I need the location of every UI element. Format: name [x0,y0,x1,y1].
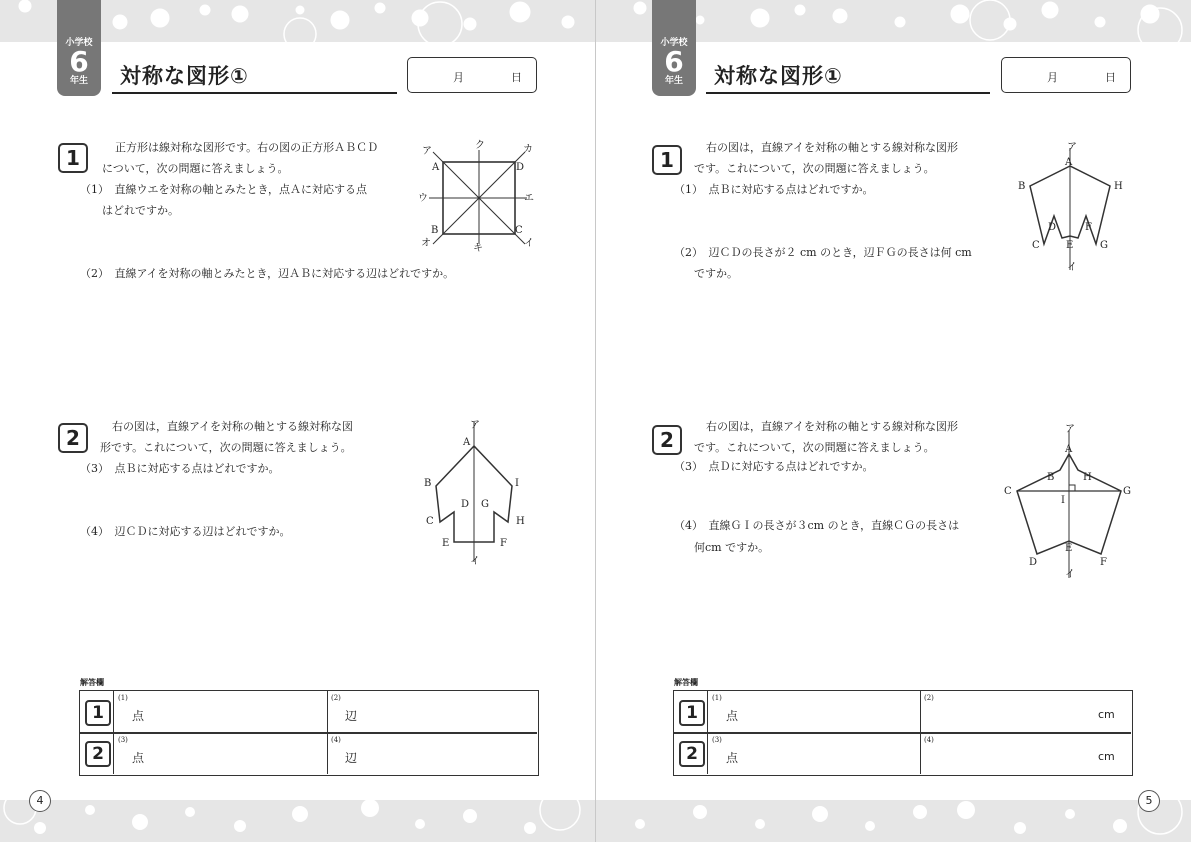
label-ki: キ [473,243,483,253]
answer-prefix: 辺 [345,751,358,765]
q1-intro-line1: 右の図は，直線アイを対称の軸とする線対称な図形 [706,141,959,154]
answer-number-1: 1 [679,700,705,726]
q2-part4: （4） 辺ＣＤに対応する辺はどれですか。 [80,525,291,538]
vertex-E: E [1066,240,1074,251]
q2-part4-line2: 何cm ですか。 [694,541,770,554]
vertex-E: E [442,538,450,549]
question-number-1: 1 [652,145,682,175]
q1-part1: （1） 点Ｂに対応する点はどれですか。 [674,183,874,196]
page-title: 対称な図形① [714,64,843,88]
left-page [0,0,595,842]
answer-cell-label: (1) [712,694,722,702]
title-underline [112,92,397,94]
grade-top-label: 小学校 [65,38,93,48]
q1-part2-line1: （2） 辺ＣＤの長さが２ cm のとき，辺ＦＧの長さは何 cm [674,246,972,259]
vertex-A: A [1065,444,1073,455]
label-a: ア [1065,424,1075,435]
label-a: ア [470,420,480,431]
grade-tab [57,0,101,96]
label-a: ア [1067,142,1077,153]
title-underline [706,92,990,94]
q2-part3: （3） 点Ｂに対応する点はどれですか。 [80,462,280,475]
answer-prefix: 点 [726,709,739,723]
vertex-I: I [1061,495,1065,506]
answer-cell-label: (1) [118,694,128,702]
answer-table [673,690,1133,776]
vertex-C: C [1032,240,1040,251]
grade-bottom-label: 年生 [69,76,88,86]
label-e: エ [524,193,534,204]
vertex-G: G [1123,486,1131,497]
label-i: イ [470,556,480,567]
arrow-figure [418,418,530,568]
q2-part3: （3） 点Ｄに対応する点はどれですか。 [674,460,874,473]
vertex-B: B [1018,181,1026,192]
label-ku: ク [475,140,485,151]
vertex-H: H [516,516,525,527]
answer-cell-label: (2) [331,694,341,702]
q1-part1-line2: はどれですか。 [102,204,179,217]
answer-prefix: 点 [132,709,145,723]
day-label: 日 [511,71,522,84]
vertex-F: F [500,538,507,549]
date-box[interactable] [1001,57,1131,93]
q1-intro-line1: 正方形は線対称な図形です。右の図の正方形ＡＢＣＤ [115,141,379,154]
answer-prefix: 辺 [345,709,358,723]
vertex-C: C [515,225,523,236]
answer-number-1: 1 [85,700,111,726]
grade-top-label: 小学校 [660,38,688,48]
answer-unit: cm [1098,750,1115,763]
vertex-D: D [516,162,525,173]
vertex-C: C [1004,486,1012,497]
grade-number: 6 [664,45,684,78]
page-number: 5 [1138,790,1160,812]
vertex-A: A [1065,157,1073,168]
answer-row-2 [674,733,1131,775]
vertex-A: A [432,162,440,173]
crown-figure [1016,140,1136,275]
label-i: イ [1067,262,1077,273]
answer-cell-label: (3) [712,736,722,744]
vertex-A: A [463,437,471,448]
label-u: ウ [418,193,428,204]
grade-number: 6 [69,45,89,78]
month-label: 月 [1047,71,1058,84]
vertex-D: D [1048,222,1057,233]
question-number-2: 2 [58,423,88,453]
answer-row-1 [80,691,537,733]
grade-bottom-label: 年生 [664,76,683,86]
vertex-H: H [1083,472,1092,483]
question-number-2: 2 [652,425,682,455]
answer-cell-label: (4) [331,736,341,744]
q1-intro-line2: について，次の問題に答えましょう。 [102,162,289,175]
vertex-D: D [1029,557,1038,568]
q1-intro-line2: です。これについて，次の問題に答えましょう。 [694,162,935,175]
answer-cell-label: (2) [924,694,934,702]
label-o: オ [421,238,431,249]
vertex-E: E [1065,543,1073,554]
star-figure [1001,420,1146,585]
grade-tab [652,0,696,96]
month-label: 月 [453,71,464,84]
q2-intro-line1: 右の図は，直線アイを対称の軸とする線対称な図 [112,420,354,433]
q2-part4-line1: （4） 直線ＧＩの長さが３cm のとき，直線ＣＧの長さは [674,519,960,532]
vertex-G: G [1100,240,1108,251]
vertex-C: C [426,516,434,527]
vertex-B: B [431,225,439,236]
answer-label: 解答欄 [674,678,698,687]
answer-unit: cm [1098,708,1115,721]
answer-prefix: 点 [726,751,739,765]
vertex-F: F [1100,557,1107,568]
date-box[interactable] [407,57,537,93]
label-i: イ [524,238,534,249]
vertex-H: H [1114,181,1123,192]
q2-intro-line2: 形です。これについて，次の問題に答えましょう。 [100,441,352,454]
vertex-I: I [515,478,519,489]
answer-table [79,690,539,776]
square-figure [415,138,535,253]
answer-cell-label: (3) [118,736,128,744]
question-number-1: 1 [58,143,88,173]
label-a: ア [422,146,432,157]
q2-intro-line2: です。これについて，次の問題に答えましょう。 [694,441,935,454]
q1-part2: （2） 直線アイを対称の軸とみたとき，辺ＡＢに対応する辺はどれですか。 [80,267,455,280]
q2-intro-line1: 右の図は，直線アイを対称の軸とする線対称な図形 [706,420,959,433]
q1-part2-line2: ですか。 [694,267,738,280]
page-number: 4 [29,790,51,812]
page-title: 対称な図形① [120,64,249,88]
answer-cell-label: (4) [924,736,934,744]
answer-label: 解答欄 [80,678,104,687]
answer-prefix: 点 [132,751,145,765]
answer-row-1 [674,691,1131,733]
vertex-D: D [461,499,470,510]
day-label: 日 [1105,71,1116,84]
vertex-B: B [424,478,432,489]
vertex-B: B [1047,472,1055,483]
label-ka: カ [523,144,533,155]
vertex-F: F [1085,222,1092,233]
right-page [596,0,1191,842]
answer-row-2 [80,733,537,775]
label-i: イ [1065,569,1075,580]
answer-number-2: 2 [85,741,111,767]
vertex-G: G [481,499,489,510]
answer-number-2: 2 [679,741,705,767]
q1-part1-line1: （1） 直線ウエを対称の軸とみたとき，点Ａに対応する点 [80,183,368,196]
